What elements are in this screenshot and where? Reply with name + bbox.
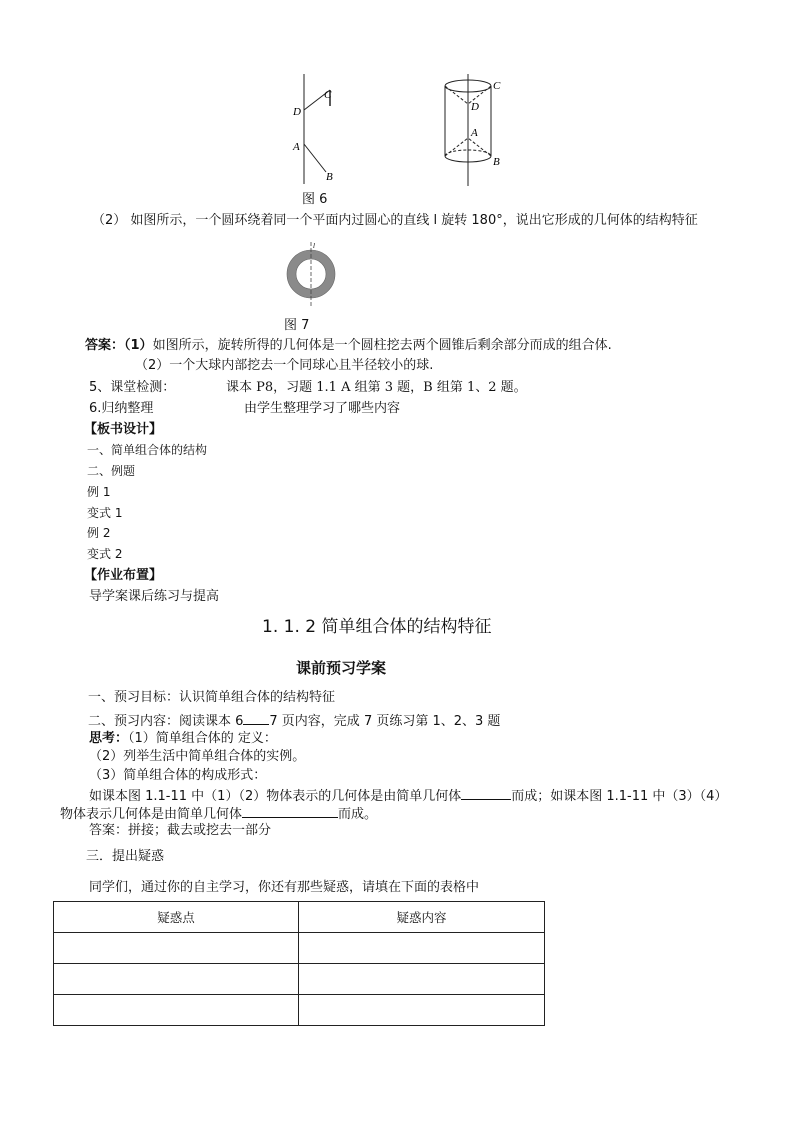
label-b-right: B [493, 156, 500, 168]
label-b-left: B [326, 171, 333, 183]
construction-line-b [60, 805, 377, 823]
homework-heading-text: 【作业布置】 [84, 568, 163, 583]
doubt-point-cell[interactable] [54, 995, 299, 1026]
doubt-point-cell[interactable] [54, 933, 299, 964]
blank-a [461, 787, 511, 800]
subtitle: 课前预习学案 [296, 659, 387, 677]
doubts-heading: 三．提出疑惑 [86, 849, 165, 864]
doubts-table [53, 901, 545, 1026]
homework-content: 导学案课后练习与提高 [89, 589, 220, 604]
table-row [54, 964, 545, 995]
label-d-left: D [293, 106, 301, 118]
answer-line-1-number: （1） [124, 338, 153, 353]
preview-goal: 一、预习目标：认识简单组合体的结构特征 [88, 690, 336, 705]
table-header-row [54, 902, 545, 933]
label-a-right: A [471, 127, 478, 139]
doubt-content-cell[interactable] [299, 933, 545, 964]
blank-pages [243, 712, 269, 725]
figure-7-caption: 图 7 [284, 318, 310, 333]
figure-6-rotation-diagram [288, 72, 508, 190]
line-a-start: 如课本图 1.1-11 中（1）（2）物体表示的几何体是由简单几何体 [89, 789, 462, 804]
line-b-start: 物体表示几何体是由简单几何体 [60, 807, 243, 822]
line-a-mid: 而成；如课本图 1.1-11 中（3）（4） [511, 789, 728, 804]
board-design-heading-text: 【板书设计】 [84, 422, 163, 437]
answer-line-1-text: 如图所示，旋转所得的几何体是一个圆柱挖去两个圆锥后剩余部分而成的组合体. [152, 338, 612, 353]
doubt-content-cell[interactable] [299, 964, 545, 995]
line-b-end: 而成。 [338, 807, 378, 822]
homework-heading [84, 568, 162, 584]
item-6-content: 由学生整理学习了哪些内容 [244, 401, 401, 416]
question-2-text: （2） 如图所示，一个圆环绕着同一个平面内过圆心的直线 l 旋转 180°，说出它形成的几何体的结构特征 [92, 213, 698, 228]
doubt-point-cell[interactable] [54, 964, 299, 995]
board-line-4: 变式 1 [87, 506, 123, 520]
think-label: 思考： [89, 731, 129, 746]
item-5-label: 5、课堂检测： [89, 380, 176, 395]
blank-b [242, 805, 338, 818]
table-row [54, 995, 545, 1026]
answer-line-1 [85, 338, 612, 354]
table-row [54, 933, 545, 964]
board-line-1: 一、简单组合体的结构 [87, 443, 208, 457]
board-line-5: 例 2 [87, 526, 111, 540]
axis-l-label: l [313, 242, 315, 250]
think-line-1 [89, 731, 277, 747]
preview-content-start: 二、预习内容：阅读课本 6 [88, 714, 244, 729]
think-q2: （2）列举生活中简单组合体的实例。 [89, 749, 306, 764]
board-line-3: 例 1 [87, 485, 111, 499]
answer-label: 答案： [85, 338, 125, 353]
section-title: 1. 1. 2 简单组合体的结构特征 [262, 617, 492, 637]
header-doubt-content: 疑惑内容 [299, 902, 545, 933]
doubts-intro: 同学们，通过你的自主学习，你还有那些疑惑，请填在下面的表格中 [89, 880, 480, 895]
board-line-6: 变式 2 [87, 547, 123, 561]
construction-line-a [89, 787, 727, 805]
answer-line-2: （2）一个大球内部挖去一个同球心且半径较小的球. [135, 358, 434, 373]
figure-7 [281, 240, 341, 308]
board-design-heading [84, 422, 162, 438]
figure-6 [288, 72, 508, 190]
label-c-right: C [493, 80, 501, 92]
preview-answer: 答案：拼接；截去或挖去一部分 [89, 823, 272, 838]
label-d-right: D [471, 101, 479, 113]
label-a-left: A [293, 141, 300, 153]
board-line-2: 二、例题 [87, 464, 136, 478]
item-6-label: 6.归纳整理 [89, 401, 154, 416]
preview-content [88, 712, 500, 730]
think-q3: （3）简单组合体的构成形式： [89, 768, 267, 783]
header-doubt-point: 疑惑点 [54, 902, 299, 933]
think-q1: （1）简单组合体的 定义： [128, 731, 277, 746]
label-c-left: C [324, 89, 332, 101]
doubt-content-cell[interactable] [299, 995, 545, 1026]
figure-6-caption: 图 6 [302, 192, 328, 207]
preview-content-end: 7 页内容，完成 7 页练习第 1、2、3 题 [269, 714, 501, 729]
item-5-content: 课本 P8，习题 1.1 A 组第 3 题，B 组第 1、2 题。 [226, 380, 527, 395]
figure-7-ring-diagram [281, 240, 341, 308]
